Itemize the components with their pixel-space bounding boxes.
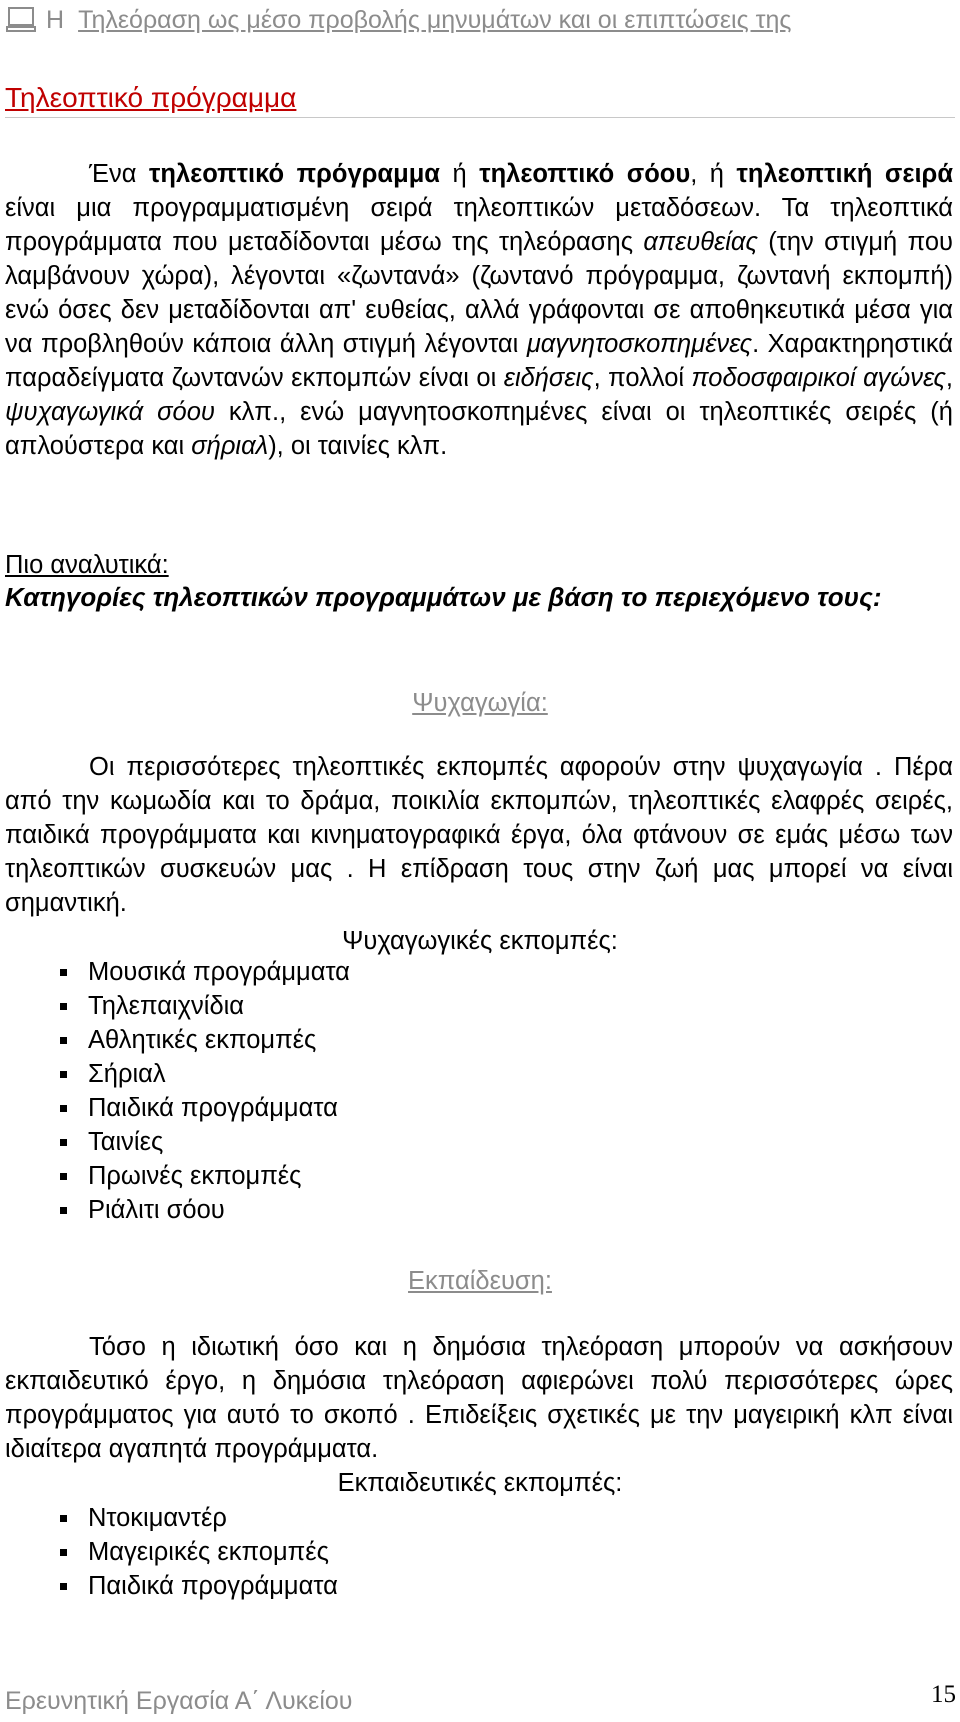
square-bullet-icon xyxy=(60,1105,67,1112)
entertainment-paragraph: Οι περισσότερες τηλεοπτικές εκπομπές αφορούν στην ψυχαγωγία . Πέρα από την κωμωδία και το δράμα, ποικιλία εκπομπών, τηλεοπτικές ελαφρές σειρές, παιδικά προγράμματα και κινηματογραφικά έργα, όλα φτάνουν σε εμάς μέσω των τηλεοπτικών συσκευών μας . Η επίδραση τους στην ζωή μας μπορεί να είναι σημαντική. xyxy=(5,753,953,917)
list-item: Σήριαλ xyxy=(60,1057,350,1091)
list-item: Αθλητικές εκπομπές xyxy=(60,1023,350,1057)
list-item: Παιδικά προγράμματα xyxy=(60,1091,350,1125)
square-bullet-icon xyxy=(60,1003,67,1010)
page-header xyxy=(6,2,956,38)
monitor-icon xyxy=(6,5,36,35)
list-item: Ντοκιμαντέρ xyxy=(60,1501,338,1535)
categories-heading: Κατηγορίες τηλεοπτικών προγραμμάτων με βάση το περιεχόμενο τους: xyxy=(5,582,882,612)
list-item: Μαγειρικές εκπομπές xyxy=(60,1535,338,1569)
page-footer: Ερευνητική Εργασία Α΄ Λυκείου xyxy=(5,1687,353,1715)
square-bullet-icon xyxy=(60,1139,67,1146)
page-number: 15 xyxy=(931,1681,956,1708)
square-bullet-icon xyxy=(60,1549,67,1556)
list-item: Πρωινές εκπομπές xyxy=(60,1159,350,1193)
square-bullet-icon xyxy=(60,1037,67,1044)
education-paragraph: Τόσο η ιδιωτική όσο και η δημόσια τηλεόραση μπορούν να ασκήσουν εκπαιδευτικό έργο, η δημόσια τηλεόραση αφιερώνει πολύ περισσότερες ώρες προγράμματος για αυτό το σκοπό . Επιδείξεις σχετικές με την μαγειρική κλπ είναι ιδιαίτερα αγαπητά προγράμματα. xyxy=(5,1333,953,1463)
list-item: Παιδικά προγράμματα xyxy=(60,1569,338,1603)
list-item: Τηλεπαιχνίδια xyxy=(60,989,350,1023)
list-item: Μουσικά προγράμματα xyxy=(60,955,350,989)
education-list xyxy=(60,1501,338,1603)
entertainment-list xyxy=(60,955,350,1227)
education-list-caption: Εκπαιδευτικές εκπομπές: xyxy=(337,1469,623,1497)
header-prefix: Η xyxy=(46,5,65,34)
entertainment-heading: Ψυχαγωγία: xyxy=(412,689,548,717)
section-title xyxy=(5,80,955,118)
education-heading: Εκπαίδευση: xyxy=(408,1267,552,1295)
square-bullet-icon xyxy=(60,1515,67,1522)
analytic-label: Πιο αναλυτικά: xyxy=(5,551,169,579)
intro-paragraph: Ένα τηλεοπτικό πρόγραμμα ή τηλεοπτικό σόου, ή τηλεοπτική σειρά είναι μια προγραμματισμένη σειρά τηλεοπτικών μεταδόσεων. Τα τηλεοπτικά προγράμματα που μεταδίδονται μέσω της τηλεόρασης απευθείας (την στιγμή που λαμβάνουν χώρα), λέγονται «ζωντανά» (ζωντανό πρόγραμμα, ζωντανή εκπομπή) ενώ όσες δεν μεταδίδονται απ' ευθείας, αλλά γράφονται σε αποθηκευτικά μέσα για να προβληθούν κάποια άλλη στιγμή λέγονται μαγνητοσκοπημένες. Χαρακτηρηστικά παραδείγματα ζωντανών εκπομπών είναι οι ειδήσεις, πολλοί ποδοσφαιρικοί αγώνες, ψυχαγωγικά σόου κλπ., ενώ μαγνητοσκοπημένες είναι οι τηλεοπτικές σειρές (ή απλούστερα και σήριαλ), οι ταινίες κλπ. xyxy=(5,160,954,460)
list-item: Ριάλιτι σόου xyxy=(60,1193,350,1227)
header-title-link[interactable]: Τηλεόραση ως μέσο προβολής μηνυμάτων και οι επιπτώσεις της xyxy=(78,5,792,34)
square-bullet-icon xyxy=(60,969,67,976)
square-bullet-icon xyxy=(60,1583,67,1590)
section-title-text: Τηλεοπτικό πρόγραμμα xyxy=(5,82,297,113)
square-bullet-icon xyxy=(60,1173,67,1180)
entertainment-list-caption: Ψυχαγωγικές εκπομπές: xyxy=(342,927,618,955)
square-bullet-icon xyxy=(60,1207,67,1214)
square-bullet-icon xyxy=(60,1071,67,1078)
list-item: Ταινίες xyxy=(60,1125,350,1159)
